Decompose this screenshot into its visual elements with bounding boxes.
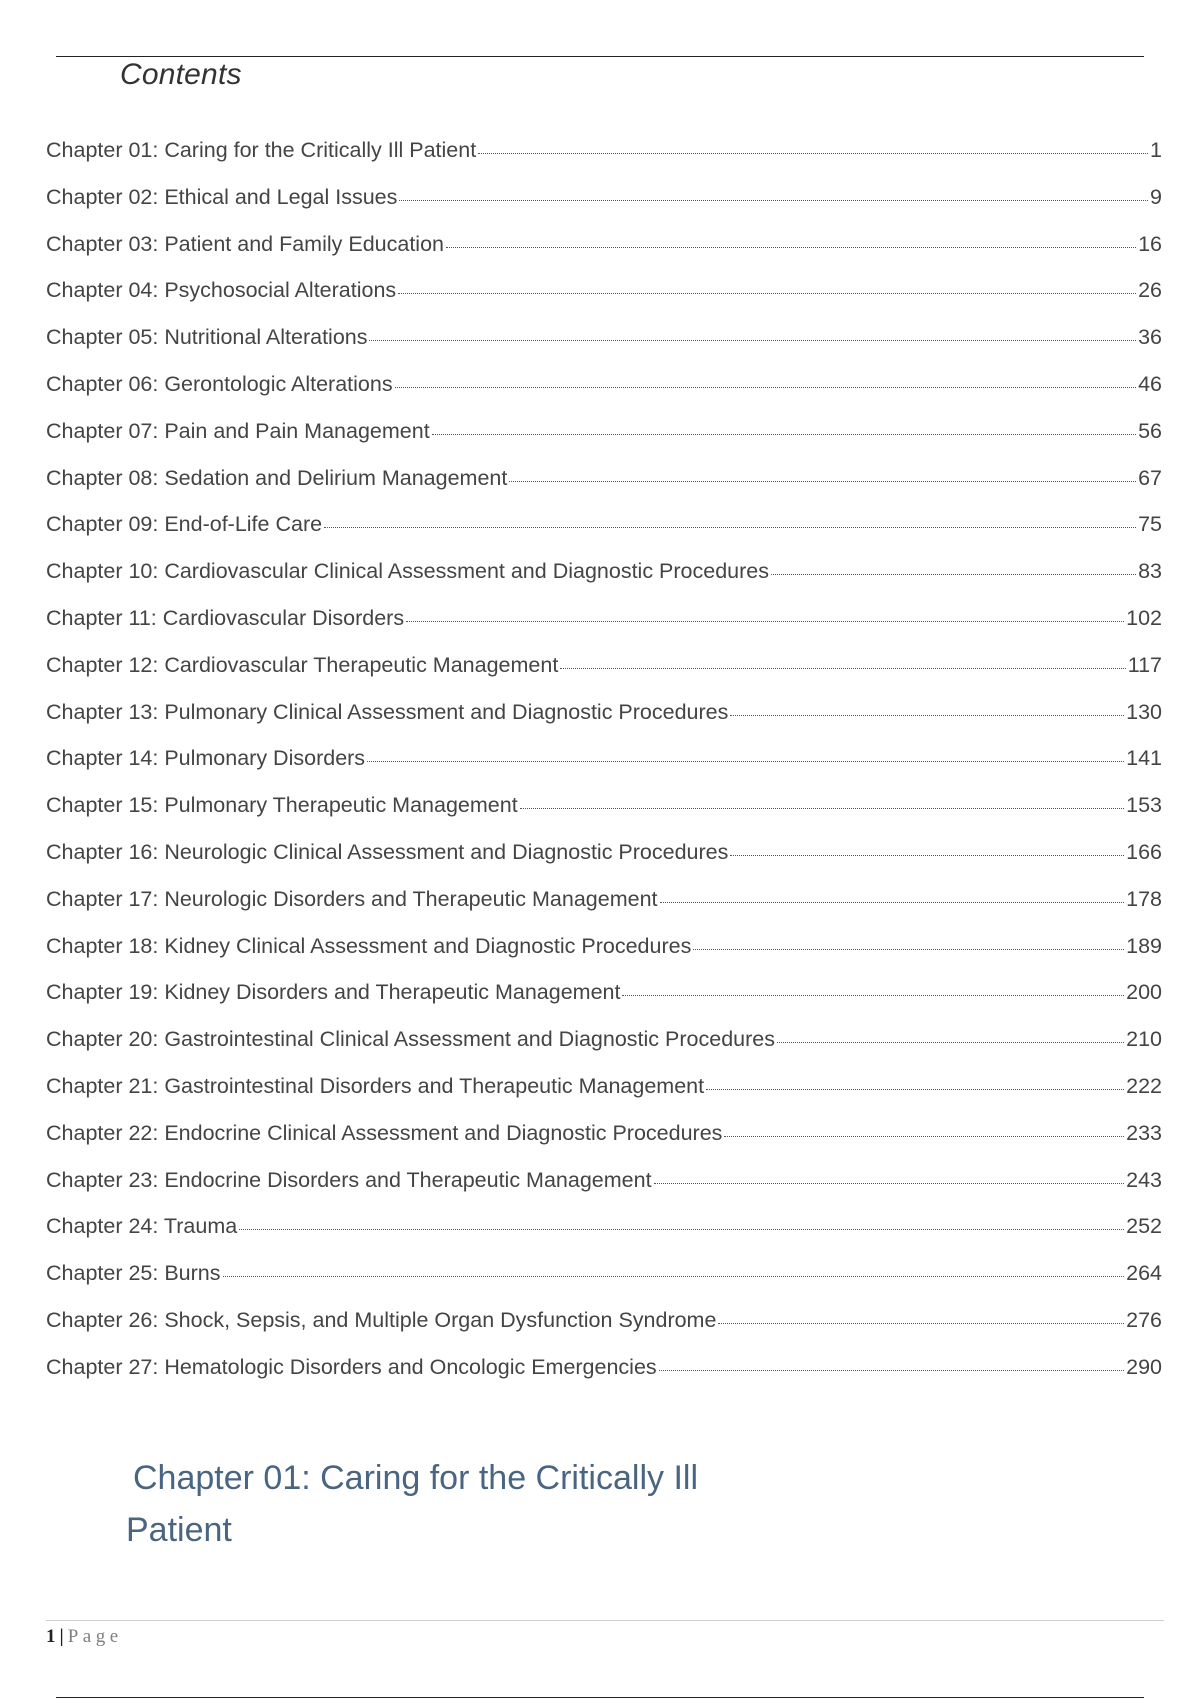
toc-entry-page: 252 xyxy=(1126,1214,1162,1239)
toc-entry[interactable] xyxy=(46,1261,1162,1308)
toc-dot-leader xyxy=(718,1323,1124,1324)
toc-entry-title: Chapter 17: Neurologic Disorders and Therapeutic Management xyxy=(46,886,658,911)
toc-entry[interactable] xyxy=(46,232,1162,279)
toc-entry-page: 222 xyxy=(1126,1073,1162,1098)
toc-entry[interactable] xyxy=(46,1308,1162,1355)
toc-dot-leader xyxy=(432,434,1136,435)
page-number: 1 xyxy=(46,1626,56,1647)
toc-entry[interactable] xyxy=(46,1074,1162,1121)
toc-dot-leader xyxy=(369,340,1136,341)
toc-entry-page: 102 xyxy=(1126,605,1162,630)
toc-entry-title: Chapter 11: Cardiovascular Disorders xyxy=(46,605,405,630)
toc-dot-leader xyxy=(693,949,1124,950)
toc-entry-page: 56 xyxy=(1138,418,1162,443)
toc-entry[interactable] xyxy=(46,1121,1162,1168)
toc-dot-leader xyxy=(446,247,1136,248)
toc-entry-title: Chapter 20: Gastrointestinal Clinical Assessment and Diagnostic Procedures xyxy=(46,1027,775,1052)
toc-dot-leader xyxy=(398,293,1136,294)
toc-dot-leader xyxy=(771,574,1136,575)
toc-entry-title: Chapter 14: Pulmonary Disorders xyxy=(46,746,366,771)
toc-entry[interactable] xyxy=(46,793,1162,840)
toc-entry[interactable] xyxy=(46,278,1162,325)
toc-entry-title: Chapter 19: Kidney Disorders and Therapeutic Management xyxy=(46,980,621,1005)
toc-entry-page: 67 xyxy=(1138,465,1162,490)
chapter-heading-line2: Patient xyxy=(126,1511,232,1549)
toc-dot-leader xyxy=(324,527,1136,528)
toc-entry-title: Chapter 25: Burns xyxy=(46,1261,221,1286)
toc-entry-page: 46 xyxy=(1138,371,1162,396)
toc-entry-page: 189 xyxy=(1126,933,1162,958)
toc-dot-leader xyxy=(478,153,1148,154)
toc-entry[interactable] xyxy=(46,1355,1162,1402)
toc-entry-title: Chapter 04: Psychosocial Alterations xyxy=(46,278,397,303)
toc-dot-leader xyxy=(730,855,1124,856)
toc-dot-leader xyxy=(520,808,1124,809)
toc-entry[interactable] xyxy=(46,419,1162,466)
toc-dot-leader xyxy=(724,1136,1124,1137)
toc-entry-page: 117 xyxy=(1127,652,1162,677)
toc-entry[interactable] xyxy=(46,653,1162,700)
toc-entry-title: Chapter 24: Trauma xyxy=(46,1214,238,1239)
toc-entry[interactable] xyxy=(46,1168,1162,1215)
toc-entry-page: 264 xyxy=(1126,1261,1162,1286)
toc-entry-title: Chapter 18: Kidney Clinical Assessment and Diagnostic Procedures xyxy=(46,933,692,958)
toc-dot-leader xyxy=(654,1183,1125,1184)
toc-entry-title: Chapter 21: Gastrointestinal Disorders and Therapeutic Management xyxy=(46,1073,705,1098)
toc-entry-title: Chapter 12: Cardiovascular Therapeutic Management xyxy=(46,652,559,677)
contents-heading: Contents xyxy=(120,58,242,91)
toc-entry-title: Chapter 07: Pain and Pain Management xyxy=(46,418,430,443)
toc-dot-leader xyxy=(560,668,1125,669)
toc-entry[interactable] xyxy=(46,512,1162,559)
toc-entry[interactable] xyxy=(46,325,1162,372)
toc-entry-page: 141 xyxy=(1126,746,1162,771)
toc-entry[interactable] xyxy=(46,559,1162,606)
toc-entry-page: 178 xyxy=(1126,886,1162,911)
toc-entry[interactable] xyxy=(46,466,1162,513)
toc-entry-page: 75 xyxy=(1138,512,1162,537)
toc-entry-title: Chapter 08: Sedation and Delirium Management xyxy=(46,465,508,490)
toc-entry[interactable] xyxy=(46,606,1162,653)
toc-entry-title: Chapter 27: Hematologic Disorders and Oncologic Emergencies xyxy=(46,1354,657,1379)
footer-rule xyxy=(46,1620,1164,1621)
toc-entry[interactable] xyxy=(46,887,1162,934)
toc-entry-title: Chapter 26: Shock, Sepsis, and Multiple Organ Dysfunction Syndrome xyxy=(46,1307,717,1332)
toc-dot-leader xyxy=(706,1089,1124,1090)
footer-separator: | xyxy=(59,1626,64,1647)
toc-entry-title: Chapter 02: Ethical and Legal Issues xyxy=(46,184,398,209)
toc-entry[interactable] xyxy=(46,840,1162,887)
toc-entry-title: Chapter 23: Endocrine Disorders and Therapeutic Management xyxy=(46,1167,652,1192)
page-label: Page xyxy=(67,1626,123,1647)
toc-dot-leader xyxy=(622,995,1124,996)
table-of-contents xyxy=(46,138,1162,1402)
toc-dot-leader xyxy=(660,902,1125,903)
toc-entry-title: Chapter 13: Pulmonary Clinical Assessment and Diagnostic Procedures xyxy=(46,699,729,724)
toc-entry-title: Chapter 15: Pulmonary Therapeutic Management xyxy=(46,793,518,818)
toc-entry-page: 200 xyxy=(1126,980,1162,1005)
toc-dot-leader xyxy=(659,1370,1124,1371)
toc-entry[interactable] xyxy=(46,372,1162,419)
toc-entry-page: 233 xyxy=(1126,1120,1162,1145)
toc-dot-leader xyxy=(367,761,1124,762)
toc-entry-title: Chapter 05: Nutritional Alterations xyxy=(46,325,368,350)
toc-dot-leader xyxy=(399,200,1148,201)
toc-entry-page: 83 xyxy=(1138,559,1162,584)
toc-entry-title: Chapter 01: Caring for the Critically Ill Patient xyxy=(46,138,477,162)
toc-entry-page: 36 xyxy=(1138,325,1162,350)
toc-dot-leader xyxy=(730,715,1124,716)
chapter-heading-line1: Chapter 01: Caring for the Critically Ill xyxy=(133,1459,699,1497)
toc-dot-leader xyxy=(395,387,1136,388)
toc-dot-leader xyxy=(239,1229,1124,1230)
toc-entry[interactable] xyxy=(46,980,1162,1027)
toc-entry-page: 9 xyxy=(1150,184,1162,209)
toc-entry[interactable] xyxy=(46,1027,1162,1074)
toc-entry-page: 26 xyxy=(1138,278,1162,303)
page-footer xyxy=(46,1626,123,1648)
top-rule xyxy=(56,56,1144,57)
toc-entry[interactable] xyxy=(46,138,1162,185)
toc-dot-leader xyxy=(406,621,1124,622)
toc-entry-title: Chapter 22: Endocrine Clinical Assessment and Diagnostic Procedures xyxy=(46,1120,723,1145)
toc-entry-page: 166 xyxy=(1126,839,1162,864)
toc-entry-title: Chapter 06: Gerontologic Alterations xyxy=(46,371,393,396)
bottom-rule xyxy=(56,1697,1144,1698)
toc-entry-page: 276 xyxy=(1126,1307,1162,1332)
toc-entry-page: 290 xyxy=(1126,1354,1162,1379)
toc-dot-leader xyxy=(223,1276,1125,1277)
toc-entry-title: Chapter 16: Neurologic Clinical Assessment and Diagnostic Procedures xyxy=(46,839,729,864)
toc-entry-title: Chapter 09: End-of-Life Care xyxy=(46,512,323,537)
toc-dot-leader xyxy=(509,481,1136,482)
toc-entry-page: 16 xyxy=(1138,231,1162,256)
toc-entry-title: Chapter 03: Patient and Family Education xyxy=(46,231,444,256)
toc-entry[interactable] xyxy=(46,700,1162,747)
toc-entry[interactable] xyxy=(46,1214,1162,1261)
toc-entry-page: 130 xyxy=(1126,699,1162,724)
toc-entry-page: 153 xyxy=(1126,793,1162,818)
toc-entry-page: 1 xyxy=(1150,138,1162,162)
toc-entry-title: Chapter 10: Cardiovascular Clinical Assessment and Diagnostic Procedures xyxy=(46,559,769,584)
toc-entry[interactable] xyxy=(46,185,1162,232)
toc-entry-page: 243 xyxy=(1126,1167,1162,1192)
toc-entry[interactable] xyxy=(46,746,1162,793)
toc-entry[interactable] xyxy=(46,934,1162,981)
chapter-heading xyxy=(126,1452,753,1556)
toc-entry-page: 210 xyxy=(1126,1027,1162,1052)
toc-dot-leader xyxy=(777,1042,1124,1043)
